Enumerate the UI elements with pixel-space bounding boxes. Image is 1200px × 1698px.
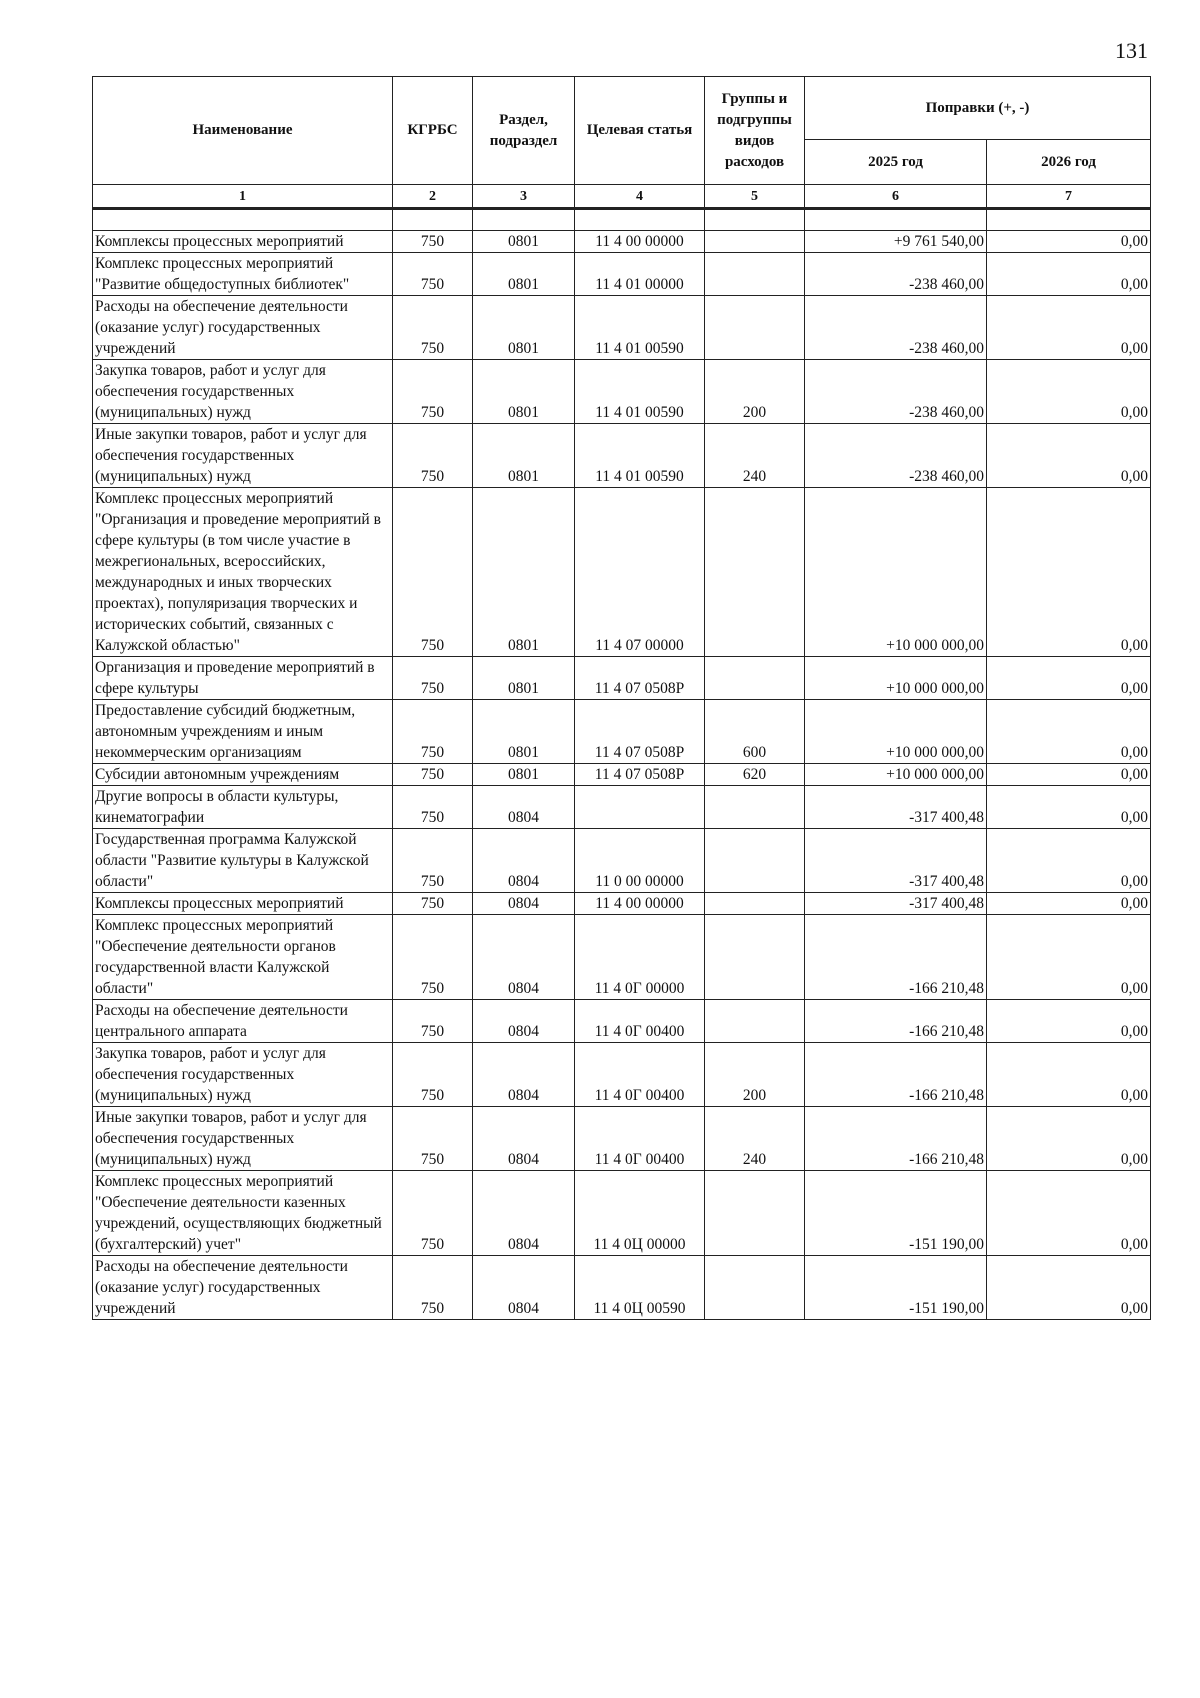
cell-group [705,253,805,296]
cell-amount-2026: 0,00 [987,360,1151,424]
cell-group [705,915,805,1000]
cell-name: Государственная программа Калужской области "Развитие культуры в Калужской области" [93,829,393,893]
cell-name: Комплекс процессных мероприятий "Обеспечение деятельности органов государственной власти Калужской области" [93,915,393,1000]
cell-section: 0801 [473,764,575,786]
table-row [93,1171,1151,1256]
header-section: Раздел, подраздел [473,77,575,185]
header-year-2026: 2026 год [987,140,1151,185]
cell-amount-2025: -317 400,48 [805,829,987,893]
cell-kgrbs: 750 [393,360,473,424]
cell-target: 11 4 0Г 00400 [575,1000,705,1043]
cell-amount-2025: -166 210,48 [805,915,987,1000]
table-header [93,77,1151,209]
spacer-cell [987,209,1151,231]
table-row [93,915,1151,1000]
table-row [93,253,1151,296]
cell-target: 11 4 0Г 00400 [575,1107,705,1171]
table-row [93,1000,1151,1043]
cell-section: 0801 [473,253,575,296]
cell-group: 240 [705,424,805,488]
column-number-row [93,185,1151,209]
cell-section: 0804 [473,1171,575,1256]
cell-amount-2026: 0,00 [987,764,1151,786]
cell-group [705,893,805,915]
table-row [93,231,1151,253]
table-row [93,424,1151,488]
cell-section: 0801 [473,657,575,700]
cell-kgrbs: 750 [393,786,473,829]
cell-amount-2026: 0,00 [987,1107,1151,1171]
cell-section: 0804 [473,1107,575,1171]
cell-group [705,231,805,253]
cell-target: 11 4 0Ц 00000 [575,1171,705,1256]
budget-amendments-table [92,76,1151,1320]
cell-amount-2025: -151 190,00 [805,1256,987,1320]
table-row [93,1256,1151,1320]
cell-target: 11 4 01 00590 [575,424,705,488]
cell-target: 11 4 01 00590 [575,360,705,424]
cell-group [705,296,805,360]
cell-kgrbs: 750 [393,1256,473,1320]
cell-kgrbs: 750 [393,657,473,700]
cell-kgrbs: 750 [393,764,473,786]
spacer-cell [805,209,987,231]
spacer-cell [93,209,393,231]
cell-name: Комплекс процессных мероприятий "Организация и проведение мероприятий в сфере культуры (в том числе участие в межрегиональных, всероссийских, международных и иных творческих проектах), популяризация творческих и исторических событий, связанных с Калужской областью" [93,488,393,657]
table-row [93,786,1151,829]
cell-group [705,488,805,657]
spacer-cell [393,209,473,231]
cell-group [705,786,805,829]
table-row [93,1107,1151,1171]
cell-amount-2025: +10 000 000,00 [805,657,987,700]
cell-section: 0804 [473,1043,575,1107]
cell-kgrbs: 750 [393,424,473,488]
cell-section: 0801 [473,424,575,488]
cell-amount-2026: 0,00 [987,1043,1151,1107]
cell-amount-2026: 0,00 [987,1000,1151,1043]
cell-target: 11 4 01 00000 [575,253,705,296]
cell-kgrbs: 750 [393,1000,473,1043]
cell-amount-2026: 0,00 [987,424,1151,488]
cell-target: 11 4 0Г 00000 [575,915,705,1000]
cell-group [705,829,805,893]
cell-section: 0801 [473,231,575,253]
cell-amount-2026: 0,00 [987,296,1151,360]
cell-group: 240 [705,1107,805,1171]
cell-name: Расходы на обеспечение деятельности (оказание услуг) государственных учреждений [93,1256,393,1320]
cell-kgrbs: 750 [393,893,473,915]
cell-kgrbs: 750 [393,700,473,764]
cell-group: 200 [705,360,805,424]
cell-amount-2026: 0,00 [987,893,1151,915]
cell-amount-2025: -166 210,48 [805,1107,987,1171]
cell-amount-2025: -238 460,00 [805,296,987,360]
cell-section: 0804 [473,829,575,893]
column-number: 2 [393,185,473,209]
cell-name: Закупка товаров, работ и услуг для обеспечения государственных (муниципальных) нужд [93,1043,393,1107]
cell-section: 0804 [473,1256,575,1320]
cell-amount-2025: +10 000 000,00 [805,764,987,786]
table-row [93,360,1151,424]
cell-group: 600 [705,700,805,764]
spacer-row [93,209,1151,231]
cell-name: Другие вопросы в области культуры, кинематографии [93,786,393,829]
cell-amount-2025: -151 190,00 [805,1171,987,1256]
header-kgrbs: КГРБС [393,77,473,185]
cell-target: 11 4 07 0508Р [575,700,705,764]
cell-section: 0801 [473,296,575,360]
cell-amount-2025: -238 460,00 [805,424,987,488]
header-groups: Группы и подгруппы видов расходов [705,77,805,185]
cell-kgrbs: 750 [393,829,473,893]
cell-section: 0801 [473,360,575,424]
table-row [93,1043,1151,1107]
cell-section: 0804 [473,893,575,915]
column-number: 1 [93,185,393,209]
cell-name: Организация и проведение мероприятий в сфере культуры [93,657,393,700]
table-row [93,700,1151,764]
cell-name: Расходы на обеспечение деятельности (оказание услуг) государственных учреждений [93,296,393,360]
spacer-cell [473,209,575,231]
cell-amount-2025: -317 400,48 [805,893,987,915]
column-number: 7 [987,185,1151,209]
cell-group: 200 [705,1043,805,1107]
cell-amount-2026: 0,00 [987,253,1151,296]
cell-kgrbs: 750 [393,1171,473,1256]
cell-amount-2025: -238 460,00 [805,253,987,296]
table-row [93,893,1151,915]
cell-name: Закупка товаров, работ и услуг для обеспечения государственных (муниципальных) нужд [93,360,393,424]
cell-target: 11 4 07 0508Р [575,657,705,700]
column-number: 4 [575,185,705,209]
cell-amount-2025: -166 210,48 [805,1000,987,1043]
cell-amount-2026: 0,00 [987,700,1151,764]
header-amendments: Поправки (+, -) [805,77,1151,140]
table-body [93,209,1151,1320]
cell-amount-2026: 0,00 [987,231,1151,253]
cell-amount-2025: -238 460,00 [805,360,987,424]
table-row [93,657,1151,700]
spacer-cell [575,209,705,231]
cell-group [705,1000,805,1043]
cell-name: Комплекс процессных мероприятий "Обеспечение деятельности казенных учреждений, осуществляющих бюджетный (бухгалтерский) учет" [93,1171,393,1256]
spacer-cell [705,209,805,231]
cell-kgrbs: 750 [393,296,473,360]
column-number: 5 [705,185,805,209]
cell-amount-2025: -166 210,48 [805,1043,987,1107]
cell-name: Комплексы процессных мероприятий [93,893,393,915]
cell-name: Субсидии автономным учреждениям [93,764,393,786]
cell-group: 620 [705,764,805,786]
cell-section: 0804 [473,915,575,1000]
cell-amount-2026: 0,00 [987,488,1151,657]
cell-amount-2025: +9 761 540,00 [805,231,987,253]
cell-amount-2025: +10 000 000,00 [805,488,987,657]
cell-target: 11 4 00 00000 [575,231,705,253]
table-row [93,488,1151,657]
cell-amount-2025: +10 000 000,00 [805,700,987,764]
cell-kgrbs: 750 [393,1043,473,1107]
cell-group [705,1171,805,1256]
cell-name: Расходы на обеспечение деятельности центрального аппарата [93,1000,393,1043]
cell-section: 0804 [473,1000,575,1043]
cell-kgrbs: 750 [393,488,473,657]
cell-amount-2026: 0,00 [987,786,1151,829]
cell-section: 0801 [473,700,575,764]
cell-target: 11 0 00 00000 [575,829,705,893]
column-number: 3 [473,185,575,209]
cell-amount-2026: 0,00 [987,657,1151,700]
header-name: Наименование [93,77,393,185]
cell-kgrbs: 750 [393,1107,473,1171]
cell-name: Предоставление субсидий бюджетным, автономным учреждениям и иным некоммерческим организациям [93,700,393,764]
cell-name: Комплексы процессных мероприятий [93,231,393,253]
cell-section: 0804 [473,786,575,829]
cell-kgrbs: 750 [393,915,473,1000]
cell-amount-2026: 0,00 [987,1171,1151,1256]
table-row [93,829,1151,893]
cell-target: 11 4 07 00000 [575,488,705,657]
header-year-2025: 2025 год [805,140,987,185]
table-row [93,764,1151,786]
cell-target: 11 4 0Г 00400 [575,1043,705,1107]
cell-target: 11 4 07 0508Р [575,764,705,786]
cell-target: 11 4 01 00590 [575,296,705,360]
cell-target [575,786,705,829]
cell-amount-2026: 0,00 [987,829,1151,893]
cell-amount-2026: 0,00 [987,1256,1151,1320]
cell-name: Комплекс процессных мероприятий "Развитие общедоступных библиотек" [93,253,393,296]
cell-target: 11 4 0Ц 00590 [575,1256,705,1320]
cell-kgrbs: 750 [393,253,473,296]
column-number: 6 [805,185,987,209]
cell-section: 0801 [473,488,575,657]
cell-target: 11 4 00 00000 [575,893,705,915]
cell-name: Иные закупки товаров, работ и услуг для обеспечения государственных (муниципальных) нужд [93,424,393,488]
cell-group [705,657,805,700]
cell-kgrbs: 750 [393,231,473,253]
cell-amount-2025: -317 400,48 [805,786,987,829]
cell-amount-2026: 0,00 [987,915,1151,1000]
page-number: 131 [1115,38,1148,63]
header-target: Целевая статья [575,77,705,185]
table-row [93,296,1151,360]
cell-group [705,1256,805,1320]
cell-name: Иные закупки товаров, работ и услуг для обеспечения государственных (муниципальных) нужд [93,1107,393,1171]
